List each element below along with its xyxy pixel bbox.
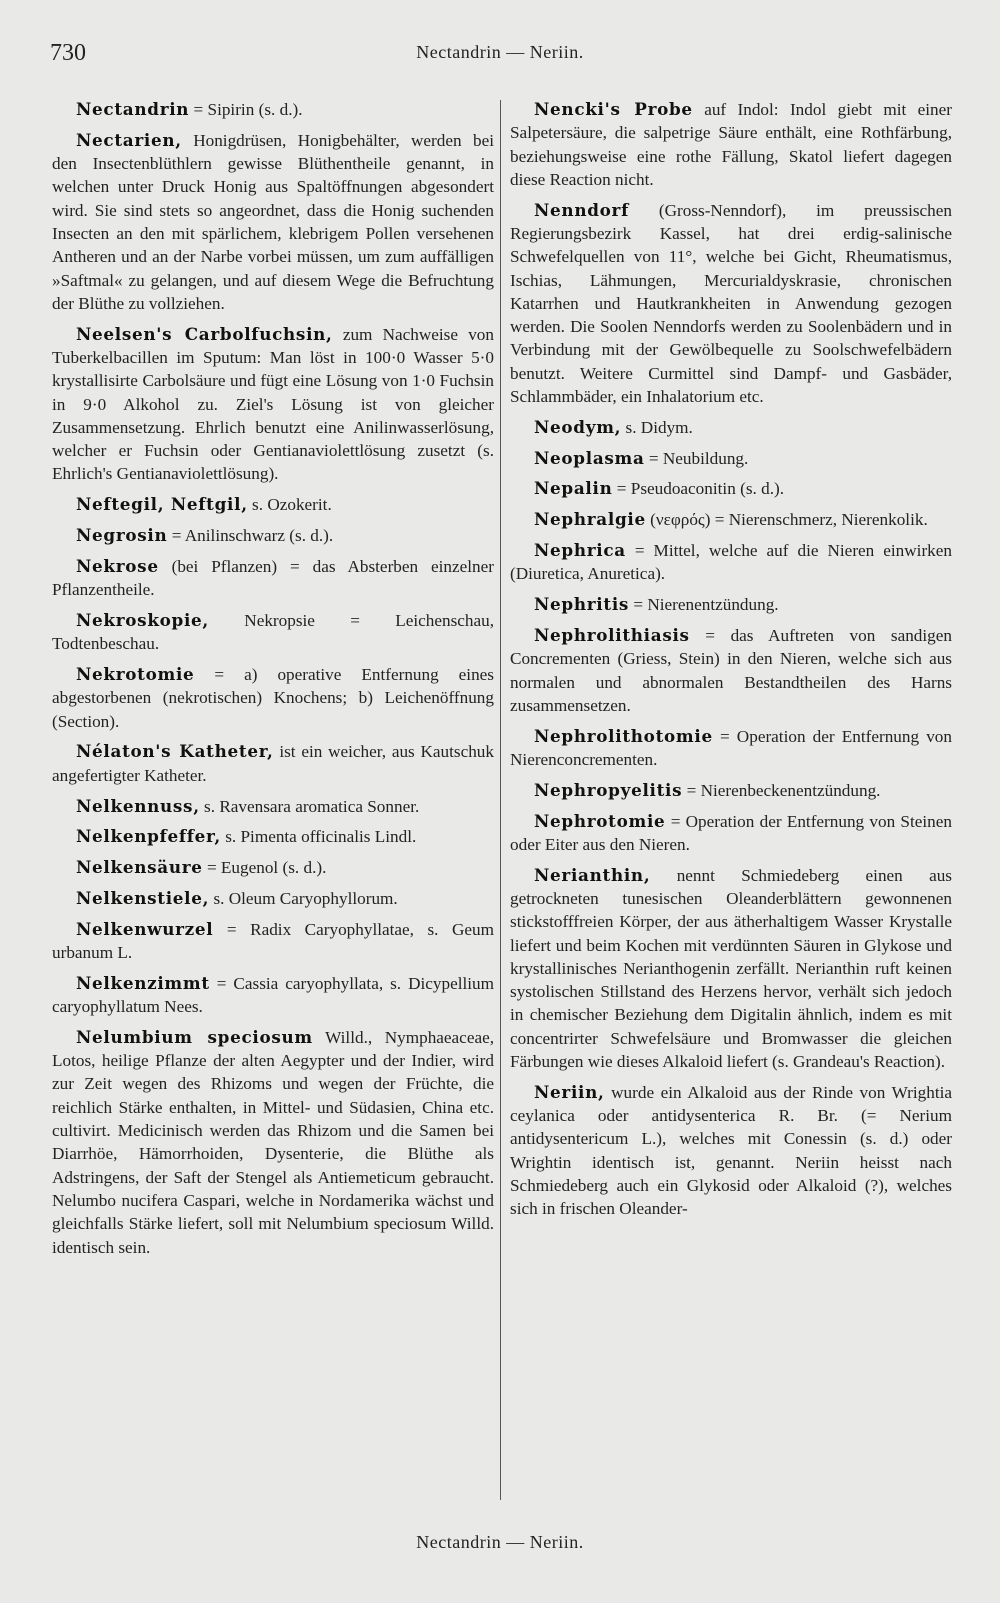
entry-headword: Negrosin xyxy=(76,525,168,546)
entry xyxy=(510,447,952,470)
entry-text: s. Pimenta officinalis Lindl. xyxy=(220,827,417,847)
entry xyxy=(52,825,494,848)
entry-headword: Nelkennuss, xyxy=(76,795,200,816)
entry xyxy=(52,972,494,1019)
entry-text: = Neubildung. xyxy=(644,448,749,468)
entry-text: s. Ozokerit. xyxy=(247,495,332,515)
entry-text: = Cassia caryophyllata, s. Dicypellium caryophyllatum Nees. xyxy=(52,973,494,1017)
entry xyxy=(510,810,952,857)
entry-headword: Neoplasma xyxy=(534,447,645,468)
entry-text: = a) operative Entfernung eines abgestorbenen (nekrotischen) Knochens; b) Leichenöffnung (Section). xyxy=(52,665,494,731)
entry xyxy=(52,663,494,733)
entry xyxy=(52,887,494,910)
entry-headword: Nelkenwurzel xyxy=(76,918,214,939)
entry-headword: Nectarien, xyxy=(76,129,182,150)
entry-text: Honigdrüsen, Honigbehälter, werden bei den Insectenblüthlern gewisse Blüthentheile genannt, in welchen unter Druck Honig aus Spaltöffnungen abgesondert wird. Sie sind stets so angeordnet, dass die Honig suchenden Insecten an den mit spärlichem, klebrigem Pollen versehenen Antheren und an der Narbe vorbei müssen, um zum auffälligen »Saftmal« zu gelangen, und auf diesem Wege die Befruchtung der Blüthe zu vollziehen. xyxy=(52,130,494,313)
entry-headword: Nephritis xyxy=(534,594,630,615)
entry-text: = Nierenbeckenentzündung. xyxy=(682,780,881,800)
entry-headword: Nerianthin, xyxy=(534,864,651,885)
entry-headword: Nephrica xyxy=(534,540,626,561)
entry xyxy=(52,609,494,656)
entry-headword: Nelkenpfeffer, xyxy=(76,826,221,847)
entry xyxy=(52,795,494,818)
entry-text: = Radix Caryophyllatae, s. Geum urbanum L. xyxy=(52,919,494,962)
entry-headword: Nephrotomie xyxy=(534,810,666,831)
running-head: Nectandrin — Neriin. xyxy=(416,42,584,62)
entry-headword: Nectandrin xyxy=(76,99,190,119)
entry xyxy=(510,864,952,1074)
entry-text: (bei Pflanzen) = das Absterben einzelner Pflanzentheile. xyxy=(52,556,494,600)
page-number: 730 xyxy=(50,40,86,66)
entry-headword: Nekrose xyxy=(76,555,159,576)
entry-headword: Neelsen's Carbolfuchsin, xyxy=(76,323,333,344)
entry xyxy=(510,1081,952,1221)
entry-text: = Operation der Entfernung von Steinen oder Eiter aus den Nieren. xyxy=(510,811,952,854)
entry-headword: Neftegil, Neftgil, xyxy=(76,494,248,515)
entry-headword: Nelumbium speciosum xyxy=(76,1026,313,1047)
entry-text: Willd., Nymphaeaceae, Lotos, heilige Pflanze der alten Aegypter und der Indier, wird zur Zeit wegen des Rhizoms und wegen der Früchte, die reichlich Stärke enthalten, in Mittel- und Südasien, China etc. cultivirt. Medicinisch werden das Rhizom und die Samen bei Diarrhöe, Hämorrhoiden, Dysenterie, die Blüthe als Adstringens, der Saft der Stengel als Antiemeticum gebraucht. Nelumbo nucifera Caspari, welche in Nordamerika wächst und gleichfalls Stärke liefert, soll mit Nelumbium speciosum Willd. identisch sein. xyxy=(52,1027,494,1257)
entry-text: s. Ravensara aromatica Sonner. xyxy=(199,796,420,816)
entry xyxy=(52,856,494,879)
entry-headword: Nélaton's Katheter, xyxy=(76,741,274,762)
entry-headword: Nencki's Probe xyxy=(534,99,693,119)
entry-headword: Nepalin xyxy=(534,478,613,499)
running-foot: Nectandrin — Neriin. xyxy=(416,1532,584,1552)
entry xyxy=(52,524,494,547)
entry-headword: Nephropyelitis xyxy=(534,779,683,800)
entry-headword: Neodym, xyxy=(534,416,622,437)
entry-headword: Neriin, xyxy=(534,1081,605,1102)
entry-text: (Gross-Nenndorf), im preussischen Regierungsbezirk Kassel, hat drei erdig-salinische Schwefelquellen von 11°, welche bei Gicht, Rheumatismus, Ischias, Lähmungen, Mercurialdyskrasie, chronischen Katarrhen und Hautkrankheiten in Anwendung gezogen werden. Die Soolen Nenndorfs werden zu Soolenbädern und in Verbindung mit der Gewölbequelle zu Soolschwefelbädern benutzt. Weitere Curmittel sind Dampf- und Gasbäder, Schlammbäder, ein Inhalatorium etc. xyxy=(510,200,952,407)
entry-text: = Mittel, welche auf die Nieren einwirken (Diuretica, Anuretica). xyxy=(510,541,952,584)
entry-text: = Eugenol (s. d.). xyxy=(202,858,327,878)
entry-text: s. Didym. xyxy=(621,417,693,437)
entry-text: zum Nachweise von Tuberkelbacillen im Sputum: Man löst in 100·0 Wasser 5·0 krystallisirte Carbolsäure und fügt eine Lösung von 1·0 Fuchsin in 9·0 Alkohol zu. Ziel's Lösung ist von gleicher Zusammensetzung. Ehrlich benutzt eine Anilinwasserlösung, welcher er Fuchsin oder Gentianaviolettlösung zusetzt (s. Ehrlich's Gentianaviolettlösung). xyxy=(52,324,494,484)
entry xyxy=(52,493,494,516)
entry xyxy=(510,199,952,409)
entry xyxy=(510,539,952,586)
entry-headword: Nelkenstiele, xyxy=(76,887,210,908)
entry xyxy=(510,624,952,717)
entry xyxy=(510,508,952,531)
entry-text: Nekropsie = Leichenschau, Todtenbeschau. xyxy=(52,610,494,654)
entry xyxy=(510,779,952,802)
entry xyxy=(510,593,952,616)
entry-headword: Nephrolithotomie xyxy=(534,725,713,746)
entry xyxy=(52,918,494,965)
entry-headword: Nenndorf xyxy=(534,199,630,220)
entry xyxy=(52,98,494,121)
entry-text: = Nierenentzündung. xyxy=(629,595,779,615)
entry xyxy=(52,740,494,787)
entry xyxy=(510,477,952,500)
entry-text: ist ein weicher, aus Kautschuk angefertigter Katheter. xyxy=(52,742,494,785)
entry-text: = Sipirin (s. d.). xyxy=(189,100,303,119)
entry-text: = Operation der Entfernung von Nierenconcrementen. xyxy=(510,726,952,769)
entry-text: wurde ein Alkaloid aus der Rinde von Wrightia ceylanica oder antidysenterica R. Br. (= Nerium antidysentericum L.), welches mit Conessin (s. d.) oder Wrightin identisch ist, genannt. Neriin heisst nach Schmiedeberg auch ein Glykosid oder Alkaloid (?), welches sich in frischen Oleander- xyxy=(510,1082,952,1219)
left-column xyxy=(52,98,494,1266)
entry-headword: Nephrolithiasis xyxy=(534,624,690,645)
entry-text: = das Auftreten von sandigen Concrementen (Griess, Stein) in den Nieren, welche sich aus normalen und abnormalen Bestandtheilen des Harns zusammensetzen. xyxy=(510,625,952,715)
entry xyxy=(510,416,952,439)
entry-headword: Nekrotomie xyxy=(76,664,195,685)
right-column xyxy=(510,98,952,1228)
entry-text: auf Indol: Indol giebt mit einer Salpetersäure, die salpetrige Säure enthält, eine Rothfärbung, beziehungsweise eine rothe Fällung, Skatol liefert dagegen diese Reaction nicht. xyxy=(510,100,952,189)
entry xyxy=(52,323,494,486)
entry xyxy=(52,1026,494,1259)
entry-text: s. Oleum Caryophyllorum. xyxy=(209,888,398,908)
entry-text: nennt Schmiedeberg einen aus getrockneten tunesischen Oleanderblättern gewonnenen stickstofffreien Körper, der aus ätherhaltigem Wasser Krystalle liefert und beim Kochen mit verdünnten Säuren in Glykose und krystallinisches Nerianthogenin zerfällt. Nerianthin ruft keinen systolischen Stillstand des Herzens hervor, verhält sich jedoch in chemischer Beziehung dem Digitalin ähnlich, indem es mit concentrirter Schwefelsäure und Bromwasser die gleichen Färbungen wie dieses Alkaloid liefert (s. Grandeau's Reaction). xyxy=(510,865,952,1071)
entry xyxy=(510,725,952,772)
entry-headword: Nekroskopie, xyxy=(76,609,209,630)
entry xyxy=(510,98,952,191)
entry-headword: Nephralgie xyxy=(534,509,646,530)
entry-text: (νεφρός) = Nierenschmerz, Nierenkolik. xyxy=(645,510,928,530)
entry xyxy=(52,129,494,315)
entry xyxy=(52,555,494,602)
entry-text: = Pseudoaconitin (s. d.). xyxy=(612,479,785,499)
entry-headword: Nelkenzimmt xyxy=(76,972,210,993)
column-divider xyxy=(500,100,501,1500)
entry-text: = Anilinschwarz (s. d.). xyxy=(167,526,334,546)
entry-headword: Nelkensäure xyxy=(76,857,203,878)
